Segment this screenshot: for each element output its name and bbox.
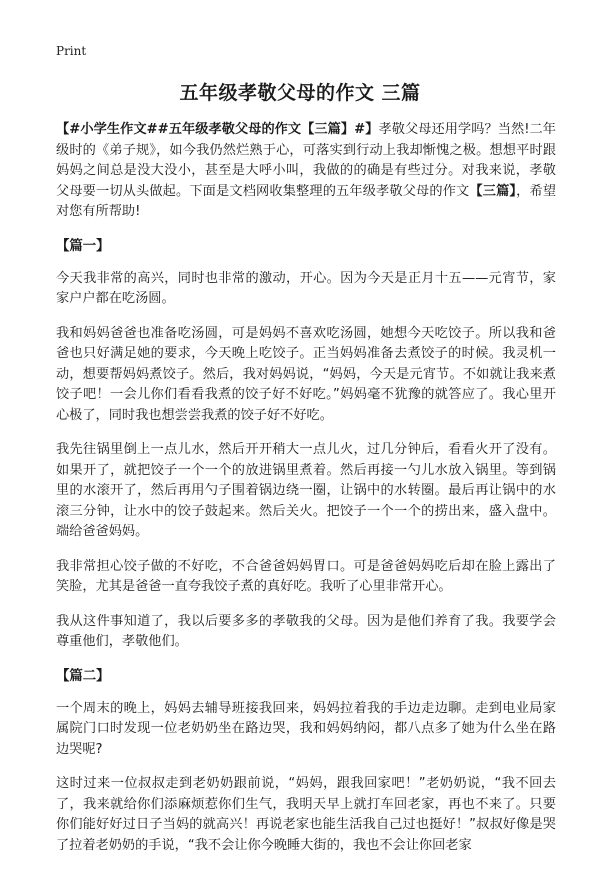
section-2-paragraph: 一个周末的晚上，妈妈去辅导班接我回来，妈妈拉着我的手边走边聊。走到电业局家属院门口时发现一位老奶奶坐在路边哭，我和妈妈纳闷，都八点多了她为什么坐在路边哭呢? [56,700,556,757]
section-1-paragraph: 我先往锅里倒上一点儿水，然后开开稍大一点儿火，过几分钟后，看看火开了没有。如果开了，就把饺子一个一个的放进锅里煮着。然后再接一勺儿水放入锅里。等到锅里的水滚开了，然后再用勺子围着锅边绕一圈，让锅中的水转圈。最后再让锅中的水滚三分钟，让水中的饺子鼓起来。然后关火。把饺子一个一个的捞出来，盛入盘中。端给爸爸妈妈。 [56,442,556,539]
section-heading-1: 【篇一】 [56,238,110,254]
section-1-paragraph: 我从这件事知道了，我以后要多多的孝敬我的父母。因为是他们养育了我。我要学会尊重他们，孝敬他们。 [56,613,556,649]
intro-text: 孝敬父母还用学吗？当然!二年级时的《弟子规》，如今我仍然烂熟于心，可落实到行动上我却惭愧之极。想想平时跟妈妈之间总是没大没小，甚至是大呼小叫，我做的的确是有些过分。对我来说，孝敬父母要一切从头做起。下面是文档网收集整理的五年级孝敬父母的作文 [56,122,556,199]
article-body [56,120,556,870]
section-1-paragraph: 我非常担心饺子做的不好吃，不合爸爸妈妈胃口。可是爸爸妈妈吃后却在脸上露出了笑脸，尤其是爸爸一直夸我饺子煮的真好吃。我听了心里非常开心。 [56,558,556,594]
page-title: 五年级孝敬父母的作文 三篇 [179,82,421,104]
intro-tag-2: #五年级孝敬父母的作文【三篇】#】 [157,122,379,137]
section-1-paragraph: 我和妈妈爸爸也准备吃汤圆，可是妈妈不喜欢吃汤圆，她想今天吃饺子。所以我和爸爸也只好满足她的要求，今天晚上吃饺子。正当妈妈准备去煮饺子的时候。我灵机一动，想要帮妈妈煮饺子。然后，我对妈妈说，“妈妈，今天是元宵节。不如就让我来煮饺子吧！一会儿你们看看我煮的饺子好不好吃。”妈妈毫不犹豫的就答应了。我心里开心极了，同时我也想尝尝我煮的饺子好不好吃。 [56,325,556,423]
intro-text-end: ，希望对您有所帮助! [56,183,557,219]
intro-tag-3: 【三篇】 [469,183,517,199]
section-1-paragraph: 今天我非常的高兴，同时也非常的激动，开心。因为今天是正月十五——元宵节，家家户户都在吃汤圆。 [56,270,556,306]
section-2-paragraph: 这时过来一位叔叔走到老奶奶跟前说，“妈妈，跟我回家吧！”老奶奶说，“我不回去了，我来就给你们添麻烦惹你们生气，我明天早上就打车回老家，再也不来了。只要你们能好好过日子当妈的就高兴！再说老家也能生活我自己过也挺好！”叔叔好像是哭了拉着老奶奶的手说，“我不会让你今晚睡大街的，我也不会让你回老家 [56,776,556,853]
intro-tag: 【#小学生作文# [56,122,158,137]
print-link[interactable]: Print [56,44,87,58]
intro-paragraph [56,120,556,223]
section-heading-2: 【篇二】 [56,668,110,684]
